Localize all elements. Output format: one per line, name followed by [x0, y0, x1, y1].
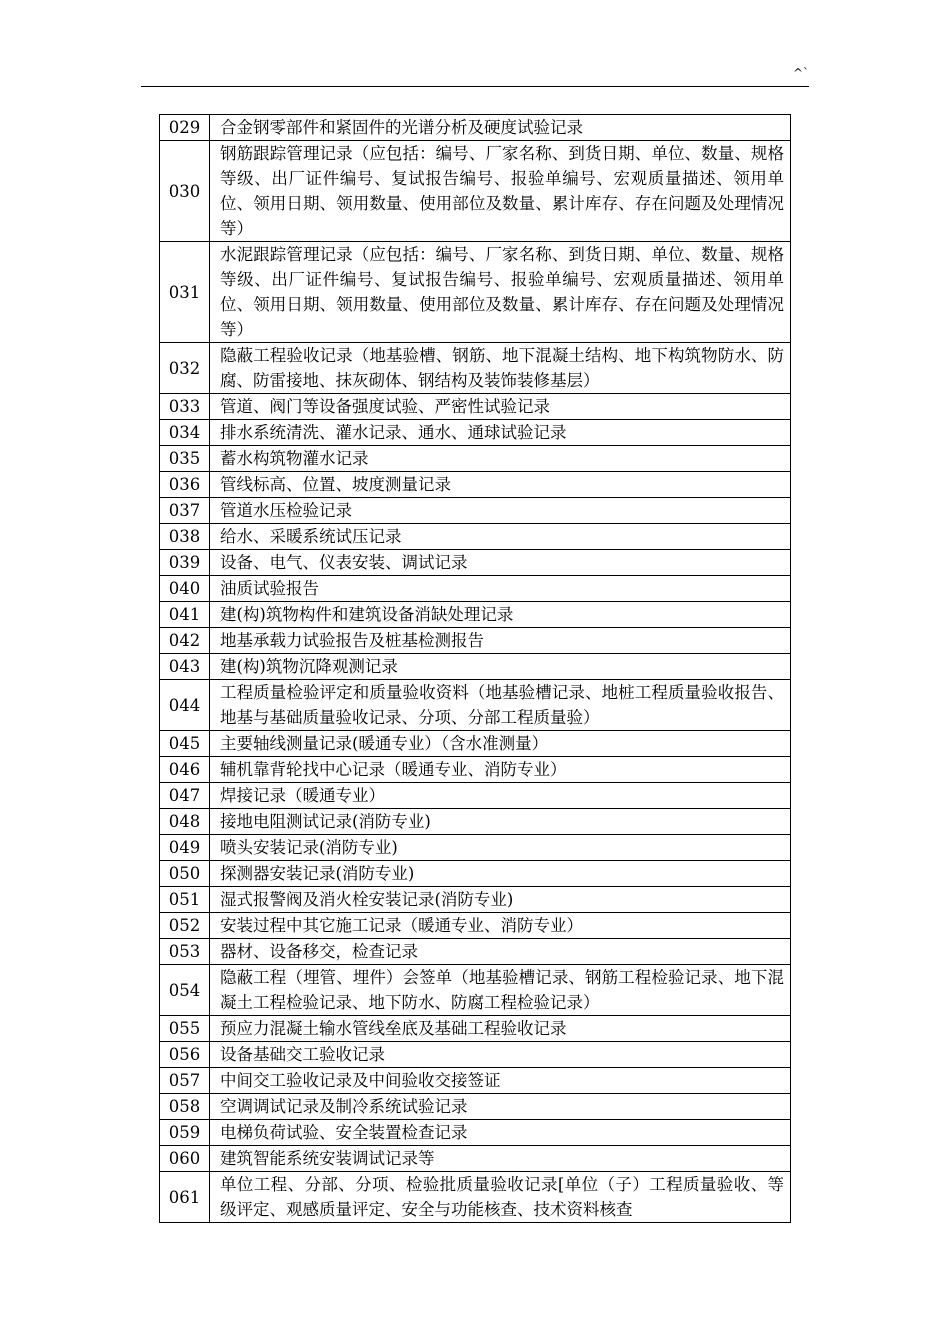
table-row: [160, 141, 791, 242]
row-description: 主要轴线测量记录(暖通专业）（含水准测量）: [210, 731, 791, 757]
row-description: 预应力混凝土输水管线垒底及基础工程验收记录: [210, 1016, 791, 1042]
row-description: 钢筋跟踪管理记录（应包括：编号、厂家名称、到货日期、单位、数量、规格等级、出厂证件编号、复试报告编号、报验单编号、宏观质量描述、领用单位、领用日期、领用数量、使用部位及数量、累计库存、存在问题及处理情况等）: [210, 141, 791, 242]
table-row: [160, 835, 791, 861]
row-code: 042: [160, 628, 210, 654]
row-code: 037: [160, 498, 210, 524]
row-description: 管线标高、位置、坡度测量记录: [210, 472, 791, 498]
row-description: 探测器安装记录(消防专业): [210, 861, 791, 887]
table-row: [160, 1016, 791, 1042]
row-description: 安装过程中其它施工记录（暖通专业、消防专业）: [210, 913, 791, 939]
row-code: 049: [160, 835, 210, 861]
row-description: 蓄水构筑物灌水记录: [210, 446, 791, 472]
row-code: 033: [160, 394, 210, 420]
row-code: 047: [160, 783, 210, 809]
table-row: [160, 1094, 791, 1120]
row-description: 建(构)筑物构件和建筑设备消缺处理记录: [210, 602, 791, 628]
table-row: [160, 939, 791, 965]
row-description: 焊接记录（暖通专业）: [210, 783, 791, 809]
row-code: 045: [160, 731, 210, 757]
table-row: [160, 550, 791, 576]
table-row: [160, 472, 791, 498]
table-row: [160, 498, 791, 524]
table-row: [160, 420, 791, 446]
table-row: [160, 1120, 791, 1146]
row-description: 建(构)筑物沉降观测记录: [210, 654, 791, 680]
table-row: [160, 809, 791, 835]
table-row: [160, 680, 791, 731]
table-row: [160, 602, 791, 628]
header-rule: [141, 86, 809, 87]
row-code: 050: [160, 861, 210, 887]
table-row: [160, 757, 791, 783]
row-description: 中间交工验收记录及中间验收交接签证: [210, 1068, 791, 1094]
row-code: 046: [160, 757, 210, 783]
table-row: [160, 887, 791, 913]
table-row: [160, 576, 791, 602]
row-code: 058: [160, 1094, 210, 1120]
row-description: 器材、设备移交，检查记录: [210, 939, 791, 965]
row-description: 设备、电气、仪表安装、调试记录: [210, 550, 791, 576]
row-description: 地基承载力试验报告及桩基检测报告: [210, 628, 791, 654]
row-description: 隐蔽工程（埋管、埋件）会签单（地基验槽记录、钢筋工程检验记录、地下混凝土工程检验记录、地下防水、防腐工程检验记录）: [210, 965, 791, 1016]
row-code: 052: [160, 913, 210, 939]
row-code: 030: [160, 141, 210, 242]
records-table: [159, 114, 791, 1223]
row-description: 管道水压检验记录: [210, 498, 791, 524]
row-description: 隐蔽工程验收记录（地基验槽、钢筋、地下混凝土结构、地下构筑物防水、防腐、防雷接地、抹灰砌体、钢结构及装饰装修基层）: [210, 343, 791, 394]
table-row: [160, 394, 791, 420]
row-code: 040: [160, 576, 210, 602]
row-code: 057: [160, 1068, 210, 1094]
row-description: 喷头安装记录(消防专业): [210, 835, 791, 861]
table-row: [160, 1068, 791, 1094]
table-row: [160, 1172, 791, 1223]
row-description: 单位工程、分部、分项、检验批质量验收记录[单位（子）工程质量验收、等级评定、观感质量评定、安全与功能核查、技术资料核查: [210, 1172, 791, 1223]
row-description: 合金钢零部件和紧固件的光谱分析及硬度试验记录: [210, 115, 791, 141]
row-description: 管道、阀门等设备强度试验、严密性试验记录: [210, 394, 791, 420]
table-row: [160, 628, 791, 654]
row-code: 035: [160, 446, 210, 472]
row-code: 054: [160, 965, 210, 1016]
row-description: 湿式报警阀及消火栓安装记录(消防专业): [210, 887, 791, 913]
row-description: 空调调试记录及制冷系统试验记录: [210, 1094, 791, 1120]
row-description: 设备基础交工验收记录: [210, 1042, 791, 1068]
row-description: 辅机靠背轮找中心记录（暖通专业、消防专业）: [210, 757, 791, 783]
row-description: 建筑智能系统安装调试记录等: [210, 1146, 791, 1172]
row-description: 排水系统清洗、灌水记录、通水、通球试验记录: [210, 420, 791, 446]
row-description: 给水、采暖系统试压记录: [210, 524, 791, 550]
table-row: [160, 965, 791, 1016]
row-code: 041: [160, 602, 210, 628]
row-code: 029: [160, 115, 210, 141]
table-row: [160, 783, 791, 809]
row-code: 056: [160, 1042, 210, 1068]
row-description: 电梯负荷试验、安全装置检查记录: [210, 1120, 791, 1146]
row-description: 水泥跟踪管理记录（应包括：编号、厂家名称、到货日期、单位、数量、规格等级、出厂证件编号、复试报告编号、报验单编号、宏观质量描述、领用单位、领用日期、领用数量、使用部位及数量、累计库存、存在问题及处理情况等）: [210, 242, 791, 343]
table-row: [160, 524, 791, 550]
row-code: 059: [160, 1120, 210, 1146]
row-description: 工程质量检验评定和质量验收资料（地基验槽记录、地桩工程质量验收报告、地基与基础质量验收记录、分项、分部工程质量验）: [210, 680, 791, 731]
row-code: 034: [160, 420, 210, 446]
table-row: [160, 861, 791, 887]
row-code: 038: [160, 524, 210, 550]
row-code: 053: [160, 939, 210, 965]
header-mark: ^`: [793, 66, 810, 80]
table-row: [160, 343, 791, 394]
row-code: 061: [160, 1172, 210, 1223]
row-code: 043: [160, 654, 210, 680]
row-code: 032: [160, 343, 210, 394]
table-row: [160, 654, 791, 680]
table-row: [160, 1146, 791, 1172]
table-row: [160, 1042, 791, 1068]
table-row: [160, 913, 791, 939]
row-code: 051: [160, 887, 210, 913]
row-code: 039: [160, 550, 210, 576]
table-row: [160, 731, 791, 757]
row-code: 060: [160, 1146, 210, 1172]
row-code: 044: [160, 680, 210, 731]
row-code: 031: [160, 242, 210, 343]
row-code: 055: [160, 1016, 210, 1042]
row-description: 接地电阻测试记录(消防专业): [210, 809, 791, 835]
table-row: [160, 242, 791, 343]
row-code: 036: [160, 472, 210, 498]
table-row: [160, 115, 791, 141]
table-row: [160, 446, 791, 472]
row-code: 048: [160, 809, 210, 835]
row-description: 油质试验报告: [210, 576, 791, 602]
